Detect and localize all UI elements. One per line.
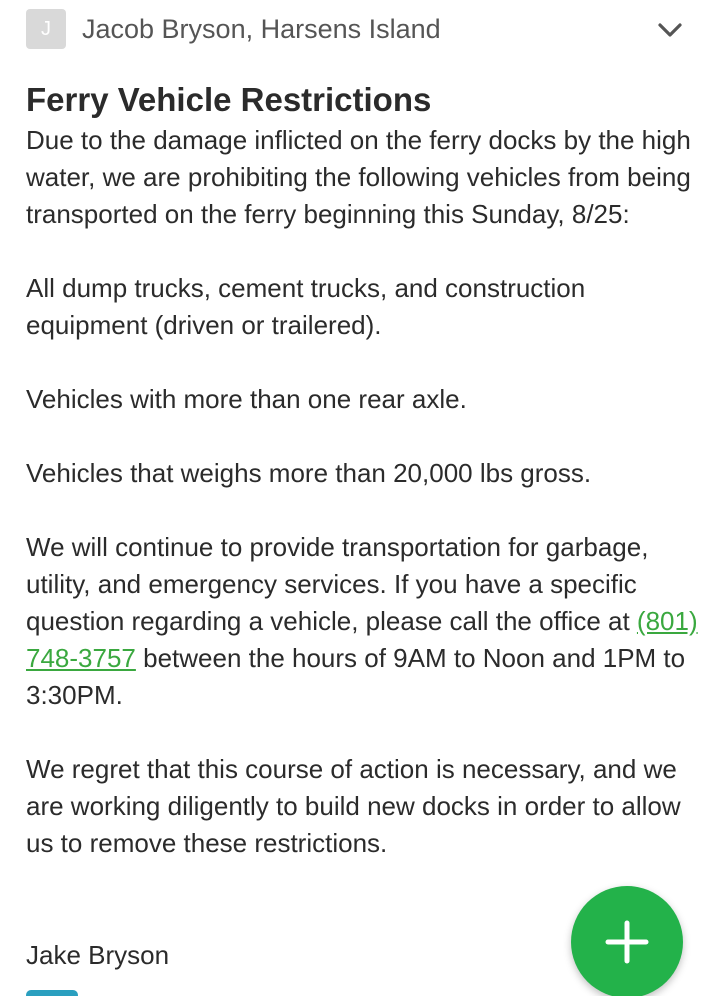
plus-icon <box>605 920 649 964</box>
post-title: Ferry Vehicle Restrictions <box>26 81 432 118</box>
post-header <box>0 0 720 60</box>
restriction-construction: All dump trucks, cement trucks, and construction equipment (driven or trailered). <box>26 273 586 340</box>
signature: Jake Bryson <box>26 940 170 970</box>
contact-text-before: We will continue to provide transportation for garbage, utility, and emergency services. If you have a specific question regarding a vehicle, please call the office at <box>26 532 649 636</box>
author-line[interactable]: Jacob Bryson, Harsens Island <box>82 14 441 44</box>
restriction-weight: Vehicles that weighs more than 20,000 lbs gross. <box>26 458 592 488</box>
partial-button-peek <box>26 990 78 996</box>
chevron-down-icon[interactable] <box>652 14 688 46</box>
intro-paragraph: Due to the damage inflicted on the ferry docks by the high water, we are prohibiting the following vehicles from being transported on the ferry beginning this Sunday, 8/25: <box>26 125 691 229</box>
contact-text-after: between the hours of 9AM to Noon and 1PM to 3:30PM. <box>26 643 686 710</box>
contact-paragraph <box>26 529 706 714</box>
restriction-axle: Vehicles with more than one rear axle. <box>26 384 467 414</box>
new-post-button[interactable] <box>571 886 683 996</box>
avatar[interactable]: J <box>26 9 66 49</box>
phone-link[interactable]: (801) 748-3757 <box>26 606 698 673</box>
post-body <box>26 122 706 862</box>
closing-paragraph: We regret that this course of action is necessary, and we are working diligently to build new docks in order to allow us to remove these restrictions. <box>26 754 681 858</box>
